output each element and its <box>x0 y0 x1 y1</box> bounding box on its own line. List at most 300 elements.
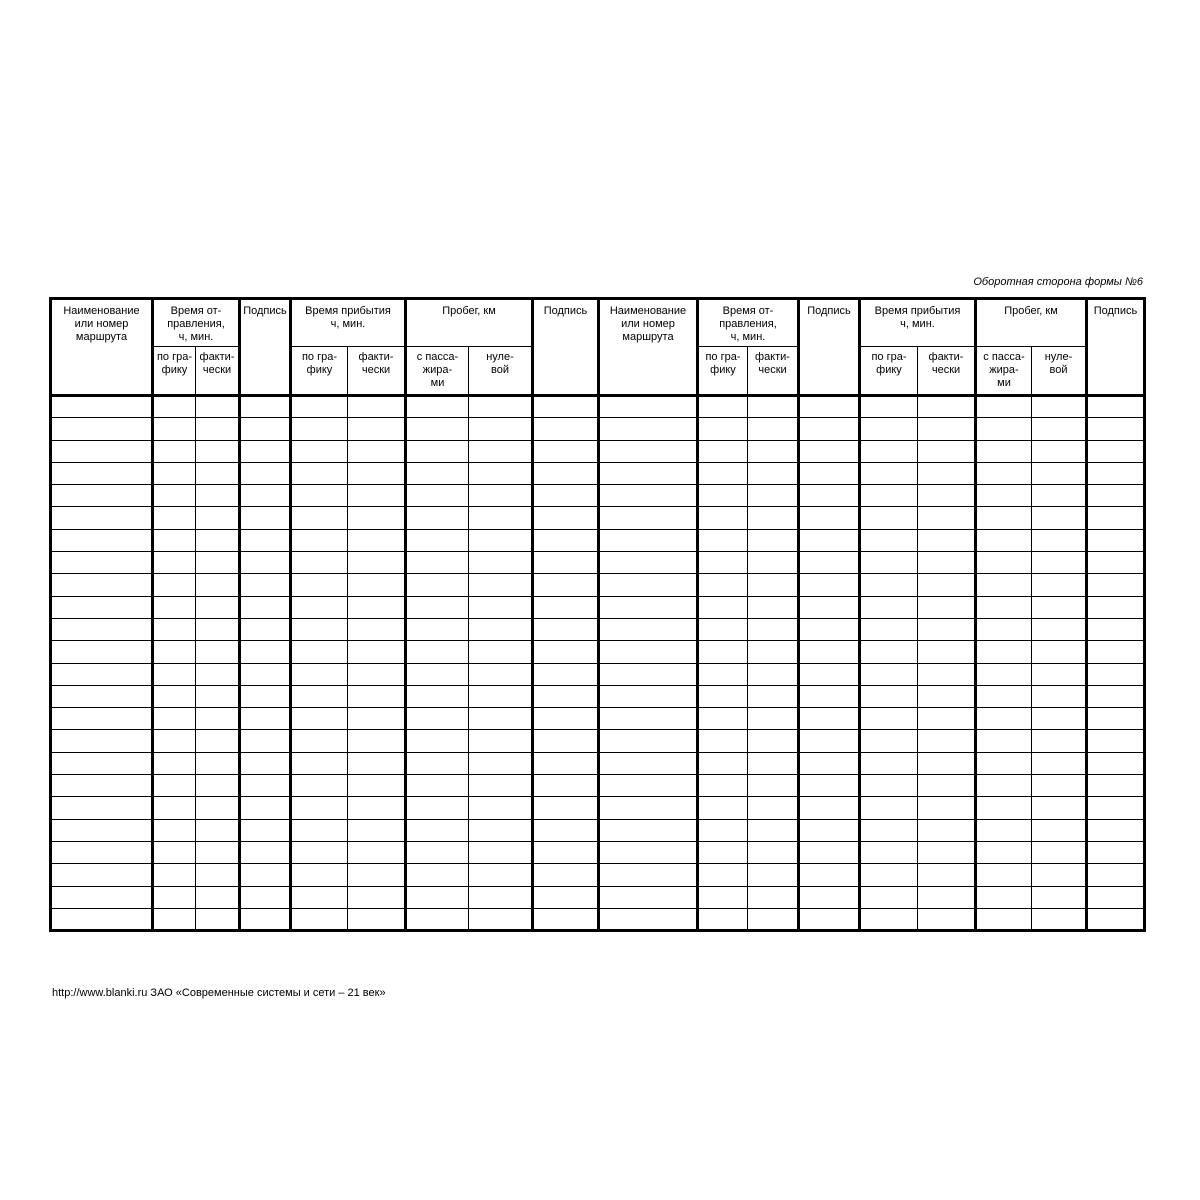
table-cell[interactable] <box>469 708 533 730</box>
table-cell[interactable] <box>860 908 918 930</box>
table-cell[interactable] <box>748 886 799 908</box>
table-cell[interactable] <box>51 797 153 819</box>
table-cell[interactable] <box>698 708 748 730</box>
table-cell[interactable] <box>918 396 976 418</box>
table-cell[interactable] <box>599 685 698 707</box>
table-cell[interactable] <box>1087 485 1145 507</box>
table-cell[interactable] <box>291 730 348 752</box>
table-cell[interactable] <box>748 507 799 529</box>
table-cell[interactable] <box>291 663 348 685</box>
table-cell[interactable] <box>348 529 406 551</box>
table-cell[interactable] <box>51 440 153 462</box>
table-cell[interactable] <box>698 507 748 529</box>
table-cell[interactable] <box>196 752 240 774</box>
table-cell[interactable] <box>196 462 240 484</box>
table-cell[interactable] <box>469 864 533 886</box>
table-cell[interactable] <box>291 552 348 574</box>
table-cell[interactable] <box>1087 396 1145 418</box>
table-cell[interactable] <box>469 886 533 908</box>
table-cell[interactable] <box>406 864 469 886</box>
table-cell[interactable] <box>799 552 860 574</box>
table-cell[interactable] <box>860 775 918 797</box>
table-cell[interactable] <box>748 708 799 730</box>
table-cell[interactable] <box>599 908 698 930</box>
table-cell[interactable] <box>1087 841 1145 863</box>
table-cell[interactable] <box>406 775 469 797</box>
table-cell[interactable] <box>748 418 799 440</box>
table-cell[interactable] <box>976 552 1032 574</box>
table-cell[interactable] <box>348 864 406 886</box>
table-cell[interactable] <box>240 529 291 551</box>
table-cell[interactable] <box>291 507 348 529</box>
table-cell[interactable] <box>153 864 196 886</box>
table-cell[interactable] <box>153 529 196 551</box>
table-cell[interactable] <box>533 841 599 863</box>
table-cell[interactable] <box>799 440 860 462</box>
table-cell[interactable] <box>240 418 291 440</box>
table-cell[interactable] <box>51 730 153 752</box>
table-cell[interactable] <box>1032 641 1087 663</box>
table-cell[interactable] <box>748 440 799 462</box>
table-cell[interactable] <box>860 752 918 774</box>
table-cell[interactable] <box>698 418 748 440</box>
table-cell[interactable] <box>469 440 533 462</box>
table-cell[interactable] <box>348 730 406 752</box>
table-cell[interactable] <box>291 440 348 462</box>
table-cell[interactable] <box>51 618 153 640</box>
table-cell[interactable] <box>918 730 976 752</box>
table-cell[interactable] <box>698 685 748 707</box>
table-cell[interactable] <box>153 507 196 529</box>
table-cell[interactable] <box>860 886 918 908</box>
table-cell[interactable] <box>698 462 748 484</box>
table-cell[interactable] <box>748 864 799 886</box>
table-cell[interactable] <box>698 819 748 841</box>
table-cell[interactable] <box>860 418 918 440</box>
table-cell[interactable] <box>976 841 1032 863</box>
table-cell[interactable] <box>51 819 153 841</box>
table-cell[interactable] <box>698 841 748 863</box>
table-cell[interactable] <box>51 552 153 574</box>
table-cell[interactable] <box>348 462 406 484</box>
table-cell[interactable] <box>748 797 799 819</box>
table-cell[interactable] <box>406 396 469 418</box>
table-cell[interactable] <box>240 685 291 707</box>
table-cell[interactable] <box>599 730 698 752</box>
table-cell[interactable] <box>240 752 291 774</box>
table-cell[interactable] <box>51 775 153 797</box>
table-cell[interactable] <box>348 841 406 863</box>
table-cell[interactable] <box>698 552 748 574</box>
table-cell[interactable] <box>51 663 153 685</box>
table-cell[interactable] <box>976 775 1032 797</box>
table-cell[interactable] <box>860 663 918 685</box>
table-cell[interactable] <box>348 552 406 574</box>
table-cell[interactable] <box>406 819 469 841</box>
table-cell[interactable] <box>860 396 918 418</box>
table-cell[interactable] <box>918 663 976 685</box>
table-cell[interactable] <box>748 618 799 640</box>
table-cell[interactable] <box>153 552 196 574</box>
table-cell[interactable] <box>1087 864 1145 886</box>
table-cell[interactable] <box>348 440 406 462</box>
table-cell[interactable] <box>291 864 348 886</box>
table-cell[interactable] <box>196 596 240 618</box>
table-cell[interactable] <box>469 485 533 507</box>
table-cell[interactable] <box>533 864 599 886</box>
table-cell[interactable] <box>348 775 406 797</box>
table-cell[interactable] <box>976 685 1032 707</box>
table-cell[interactable] <box>976 864 1032 886</box>
table-cell[interactable] <box>698 730 748 752</box>
table-cell[interactable] <box>799 596 860 618</box>
table-cell[interactable] <box>533 596 599 618</box>
table-cell[interactable] <box>976 485 1032 507</box>
table-cell[interactable] <box>976 418 1032 440</box>
table-cell[interactable] <box>153 485 196 507</box>
table-cell[interactable] <box>799 462 860 484</box>
table-cell[interactable] <box>1032 886 1087 908</box>
table-cell[interactable] <box>469 618 533 640</box>
table-cell[interactable] <box>196 886 240 908</box>
table-cell[interactable] <box>533 641 599 663</box>
table-cell[interactable] <box>918 841 976 863</box>
table-cell[interactable] <box>469 908 533 930</box>
table-cell[interactable] <box>1032 864 1087 886</box>
table-cell[interactable] <box>533 730 599 752</box>
table-cell[interactable] <box>469 641 533 663</box>
table-cell[interactable] <box>533 418 599 440</box>
table-cell[interactable] <box>533 752 599 774</box>
table-cell[interactable] <box>291 886 348 908</box>
table-cell[interactable] <box>748 819 799 841</box>
table-cell[interactable] <box>918 797 976 819</box>
table-cell[interactable] <box>153 886 196 908</box>
table-cell[interactable] <box>533 708 599 730</box>
table-cell[interactable] <box>799 485 860 507</box>
table-cell[interactable] <box>153 708 196 730</box>
table-cell[interactable] <box>748 485 799 507</box>
table-cell[interactable] <box>976 663 1032 685</box>
table-cell[interactable] <box>406 552 469 574</box>
table-cell[interactable] <box>291 596 348 618</box>
table-cell[interactable] <box>196 618 240 640</box>
table-cell[interactable] <box>1087 641 1145 663</box>
table-cell[interactable] <box>51 529 153 551</box>
table-cell[interactable] <box>196 396 240 418</box>
table-cell[interactable] <box>291 462 348 484</box>
table-cell[interactable] <box>51 685 153 707</box>
table-cell[interactable] <box>469 418 533 440</box>
table-cell[interactable] <box>348 908 406 930</box>
table-cell[interactable] <box>240 841 291 863</box>
table-cell[interactable] <box>406 797 469 819</box>
table-cell[interactable] <box>860 507 918 529</box>
table-cell[interactable] <box>469 574 533 596</box>
table-cell[interactable] <box>240 440 291 462</box>
table-cell[interactable] <box>698 641 748 663</box>
table-cell[interactable] <box>748 462 799 484</box>
table-cell[interactable] <box>698 663 748 685</box>
table-cell[interactable] <box>533 775 599 797</box>
table-cell[interactable] <box>1032 663 1087 685</box>
table-cell[interactable] <box>348 507 406 529</box>
table-cell[interactable] <box>799 797 860 819</box>
table-cell[interactable] <box>469 462 533 484</box>
table-cell[interactable] <box>1087 418 1145 440</box>
table-cell[interactable] <box>240 663 291 685</box>
table-cell[interactable] <box>406 886 469 908</box>
table-cell[interactable] <box>1087 775 1145 797</box>
table-cell[interactable] <box>1032 908 1087 930</box>
table-cell[interactable] <box>469 663 533 685</box>
table-cell[interactable] <box>860 797 918 819</box>
table-cell[interactable] <box>51 864 153 886</box>
table-cell[interactable] <box>348 396 406 418</box>
table-cell[interactable] <box>291 841 348 863</box>
table-cell[interactable] <box>240 574 291 596</box>
table-cell[interactable] <box>698 886 748 908</box>
table-cell[interactable] <box>240 596 291 618</box>
table-cell[interactable] <box>799 396 860 418</box>
table-cell[interactable] <box>533 797 599 819</box>
table-cell[interactable] <box>918 641 976 663</box>
table-cell[interactable] <box>406 618 469 640</box>
table-cell[interactable] <box>1087 663 1145 685</box>
table-cell[interactable] <box>1032 418 1087 440</box>
table-cell[interactable] <box>348 485 406 507</box>
table-cell[interactable] <box>599 641 698 663</box>
table-cell[interactable] <box>153 819 196 841</box>
table-cell[interactable] <box>406 708 469 730</box>
table-cell[interactable] <box>153 574 196 596</box>
table-cell[interactable] <box>599 552 698 574</box>
table-cell[interactable] <box>51 752 153 774</box>
table-cell[interactable] <box>1087 908 1145 930</box>
table-cell[interactable] <box>748 396 799 418</box>
table-cell[interactable] <box>698 396 748 418</box>
table-cell[interactable] <box>698 485 748 507</box>
table-cell[interactable] <box>698 440 748 462</box>
table-cell[interactable] <box>469 752 533 774</box>
table-cell[interactable] <box>291 797 348 819</box>
table-cell[interactable] <box>469 596 533 618</box>
table-cell[interactable] <box>748 552 799 574</box>
table-cell[interactable] <box>860 596 918 618</box>
table-cell[interactable] <box>240 396 291 418</box>
table-cell[interactable] <box>240 462 291 484</box>
table-cell[interactable] <box>291 485 348 507</box>
table-cell[interactable] <box>698 596 748 618</box>
table-cell[interactable] <box>1087 440 1145 462</box>
table-cell[interactable] <box>406 440 469 462</box>
table-cell[interactable] <box>860 552 918 574</box>
table-cell[interactable] <box>1087 552 1145 574</box>
table-cell[interactable] <box>469 507 533 529</box>
table-cell[interactable] <box>976 596 1032 618</box>
table-cell[interactable] <box>1032 618 1087 640</box>
table-cell[interactable] <box>599 864 698 886</box>
table-cell[interactable] <box>918 440 976 462</box>
table-cell[interactable] <box>533 507 599 529</box>
table-cell[interactable] <box>196 529 240 551</box>
table-cell[interactable] <box>291 775 348 797</box>
table-cell[interactable] <box>599 396 698 418</box>
table-cell[interactable] <box>51 641 153 663</box>
table-cell[interactable] <box>153 641 196 663</box>
table-cell[interactable] <box>153 440 196 462</box>
table-cell[interactable] <box>698 908 748 930</box>
table-cell[interactable] <box>1032 752 1087 774</box>
table-cell[interactable] <box>976 908 1032 930</box>
table-cell[interactable] <box>599 596 698 618</box>
table-cell[interactable] <box>153 908 196 930</box>
table-cell[interactable] <box>1032 529 1087 551</box>
table-cell[interactable] <box>291 708 348 730</box>
table-cell[interactable] <box>799 841 860 863</box>
table-cell[interactable] <box>196 440 240 462</box>
table-cell[interactable] <box>196 507 240 529</box>
table-cell[interactable] <box>196 552 240 574</box>
table-cell[interactable] <box>406 529 469 551</box>
table-cell[interactable] <box>196 485 240 507</box>
table-cell[interactable] <box>1087 529 1145 551</box>
table-cell[interactable] <box>51 886 153 908</box>
table-cell[interactable] <box>698 752 748 774</box>
table-cell[interactable] <box>860 641 918 663</box>
table-cell[interactable] <box>918 462 976 484</box>
table-cell[interactable] <box>1032 730 1087 752</box>
table-cell[interactable] <box>406 841 469 863</box>
table-cell[interactable] <box>1032 775 1087 797</box>
table-cell[interactable] <box>406 663 469 685</box>
table-cell[interactable] <box>748 685 799 707</box>
table-cell[interactable] <box>153 797 196 819</box>
table-cell[interactable] <box>51 418 153 440</box>
table-cell[interactable] <box>1032 841 1087 863</box>
table-cell[interactable] <box>918 485 976 507</box>
table-cell[interactable] <box>799 775 860 797</box>
table-cell[interactable] <box>599 841 698 863</box>
table-cell[interactable] <box>196 708 240 730</box>
table-cell[interactable] <box>406 730 469 752</box>
table-cell[interactable] <box>291 908 348 930</box>
table-cell[interactable] <box>1032 440 1087 462</box>
table-cell[interactable] <box>976 752 1032 774</box>
table-cell[interactable] <box>748 663 799 685</box>
table-cell[interactable] <box>51 507 153 529</box>
table-cell[interactable] <box>291 529 348 551</box>
table-cell[interactable] <box>348 708 406 730</box>
table-cell[interactable] <box>533 685 599 707</box>
table-cell[interactable] <box>599 752 698 774</box>
table-cell[interactable] <box>860 574 918 596</box>
table-cell[interactable] <box>196 797 240 819</box>
table-cell[interactable] <box>698 574 748 596</box>
table-cell[interactable] <box>406 462 469 484</box>
table-cell[interactable] <box>348 641 406 663</box>
table-cell[interactable] <box>196 819 240 841</box>
table-cell[interactable] <box>153 462 196 484</box>
table-cell[interactable] <box>976 708 1032 730</box>
table-cell[interactable] <box>196 685 240 707</box>
table-cell[interactable] <box>153 685 196 707</box>
table-cell[interactable] <box>860 708 918 730</box>
table-cell[interactable] <box>153 663 196 685</box>
table-cell[interactable] <box>918 574 976 596</box>
table-cell[interactable] <box>533 618 599 640</box>
table-cell[interactable] <box>976 730 1032 752</box>
table-cell[interactable] <box>918 529 976 551</box>
table-cell[interactable] <box>348 596 406 618</box>
table-cell[interactable] <box>1032 819 1087 841</box>
table-cell[interactable] <box>860 730 918 752</box>
table-cell[interactable] <box>918 596 976 618</box>
table-cell[interactable] <box>1087 507 1145 529</box>
table-cell[interactable] <box>196 574 240 596</box>
table-cell[interactable] <box>799 908 860 930</box>
table-cell[interactable] <box>698 618 748 640</box>
table-cell[interactable] <box>291 685 348 707</box>
table-cell[interactable] <box>291 574 348 596</box>
table-cell[interactable] <box>406 418 469 440</box>
table-cell[interactable] <box>406 752 469 774</box>
table-cell[interactable] <box>748 775 799 797</box>
table-cell[interactable] <box>1087 685 1145 707</box>
table-cell[interactable] <box>599 507 698 529</box>
table-cell[interactable] <box>1087 730 1145 752</box>
table-cell[interactable] <box>698 864 748 886</box>
table-cell[interactable] <box>469 841 533 863</box>
table-cell[interactable] <box>196 864 240 886</box>
table-cell[interactable] <box>196 663 240 685</box>
table-cell[interactable] <box>240 797 291 819</box>
table-cell[interactable] <box>976 507 1032 529</box>
table-cell[interactable] <box>918 775 976 797</box>
table-cell[interactable] <box>976 574 1032 596</box>
table-cell[interactable] <box>196 841 240 863</box>
table-cell[interactable] <box>799 752 860 774</box>
table-cell[interactable] <box>1032 552 1087 574</box>
table-cell[interactable] <box>51 908 153 930</box>
table-cell[interactable] <box>799 574 860 596</box>
table-cell[interactable] <box>533 440 599 462</box>
table-cell[interactable] <box>918 618 976 640</box>
table-cell[interactable] <box>240 708 291 730</box>
table-cell[interactable] <box>291 396 348 418</box>
table-cell[interactable] <box>240 775 291 797</box>
table-cell[interactable] <box>599 775 698 797</box>
table-cell[interactable] <box>406 574 469 596</box>
table-cell[interactable] <box>1032 507 1087 529</box>
table-cell[interactable] <box>196 730 240 752</box>
table-cell[interactable] <box>51 574 153 596</box>
table-cell[interactable] <box>599 886 698 908</box>
table-cell[interactable] <box>799 685 860 707</box>
table-cell[interactable] <box>748 641 799 663</box>
table-cell[interactable] <box>196 641 240 663</box>
table-cell[interactable] <box>348 685 406 707</box>
table-cell[interactable] <box>533 574 599 596</box>
table-cell[interactable] <box>976 797 1032 819</box>
table-cell[interactable] <box>748 908 799 930</box>
table-cell[interactable] <box>799 529 860 551</box>
table-cell[interactable] <box>1087 886 1145 908</box>
table-cell[interactable] <box>976 529 1032 551</box>
table-cell[interactable] <box>469 730 533 752</box>
table-cell[interactable] <box>976 440 1032 462</box>
table-cell[interactable] <box>698 529 748 551</box>
